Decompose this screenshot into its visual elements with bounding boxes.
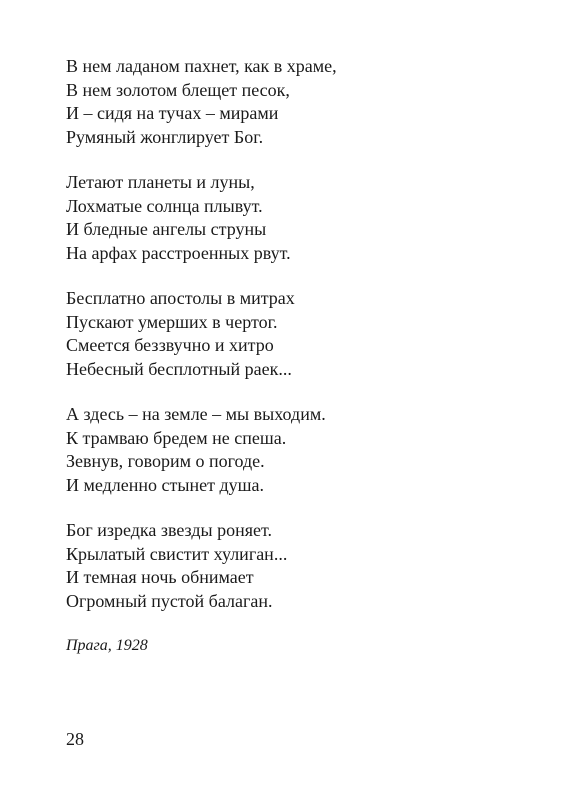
poem-line: Бог изредка звезды роняет. — [66, 520, 272, 540]
poem-line: На арфах расстроенных рвут. — [66, 242, 291, 263]
poem — [66, 55, 526, 657]
poem-line: Пускают умерших в чертог. — [66, 311, 278, 332]
stanza-5 — [66, 519, 526, 613]
poem-signature: Прага, 1928 — [66, 637, 148, 654]
stanza-4 — [66, 403, 526, 497]
poem-line: А здесь – на земле – мы выходим. — [66, 404, 326, 424]
poem-line: И – сидя на тучах – мирами — [66, 103, 279, 123]
stanza-1 — [66, 55, 526, 149]
poem-line: И медленно стынет душа. — [66, 474, 264, 495]
poem-line: В нем золотом блещет песок, — [66, 79, 290, 100]
poem-line: Лохматые солнца плывут. — [66, 195, 263, 216]
stanza-2 — [66, 171, 526, 265]
poem-line: Крылатый свистит хулиган... — [66, 543, 288, 564]
poem-line: Румяный жонглирует Бог. — [66, 126, 264, 147]
poem-line: Зевнув, говорим о погоде. — [66, 451, 265, 471]
stanza-3 — [66, 287, 526, 381]
poem-line: Бесплатно апостолы в митрах — [66, 288, 295, 308]
poem-line: И бледные ангелы струны — [66, 219, 267, 239]
poem-line: Небесный бесплотный раек... — [66, 358, 292, 379]
page-number: 28 — [66, 729, 84, 749]
poem-line: Смеется беззвучно и хитро — [66, 335, 274, 355]
poem-line: И темная ночь обнимает — [66, 567, 254, 587]
poem-line: К трамваю бредем не спеша. — [66, 427, 287, 448]
poem-line: В нем ладаном пахнет, как в храме, — [66, 56, 337, 76]
poem-line: Огромный пустой балаган. — [66, 590, 273, 611]
poem-line: Летают планеты и луны, — [66, 172, 255, 192]
